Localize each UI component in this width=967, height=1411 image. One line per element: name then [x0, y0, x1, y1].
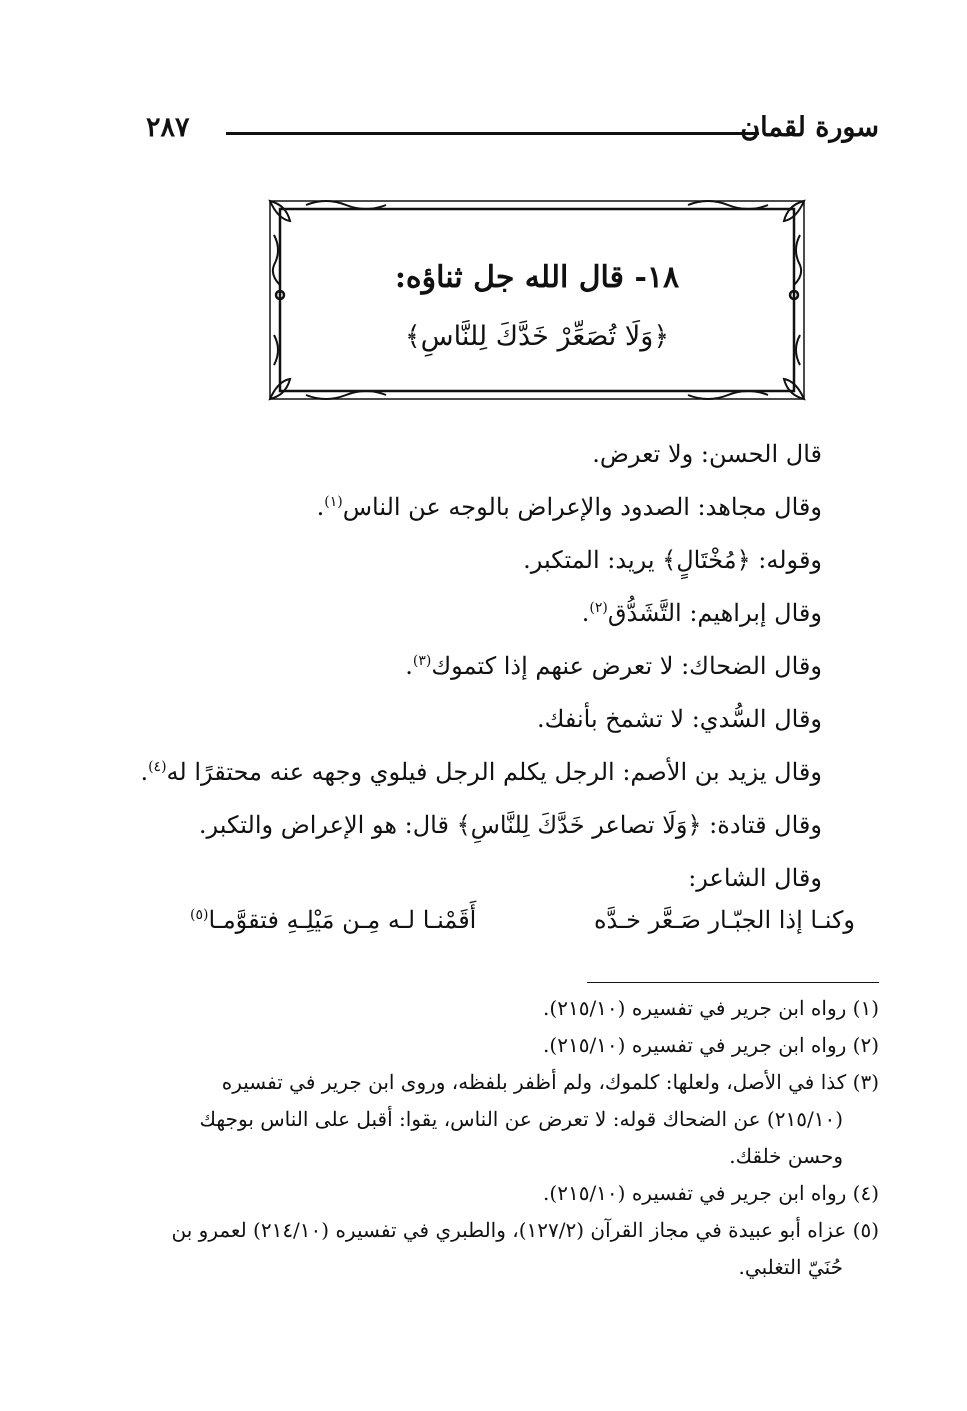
- quran-verse: ﴿وَلَا تُصَعِّرْ خَدَّكَ لِلنَّاسِ﴾: [404, 321, 670, 352]
- section-heading: ١٨- قال الله جل ثناؤه:: [394, 260, 680, 295]
- body-line: وقال قتادة: ﴿وَلَا تصاعر خَدَّكَ لِلنَّاسِ﴾ قال: هو الإعراض والتكبر.: [198, 811, 822, 839]
- body-line: وقال يزيد بن الأصم: الرجل يكلم الرجل فيلوي وجهه عنه محتقرًا له$^{(٤)}$.: [140, 758, 822, 786]
- body-line: وقال مجاهد: الصدود والإعراض بالوجه عن الناس$^{(١)}$.: [316, 493, 822, 521]
- body-line: قال الحسن: ولا تعرض.: [592, 440, 822, 468]
- body-line: وقال السُّدي: لا تشمخ بأنفك.: [537, 705, 822, 733]
- footnote-ref: (٤): [148, 759, 167, 775]
- footnote-ref: (٣): [412, 653, 432, 669]
- page-number: ٢٨٧: [146, 112, 190, 143]
- surah-title: سورة لقمان: [740, 112, 879, 143]
- footnotes: [168, 990, 879, 1286]
- footnote-separator: [587, 982, 879, 983]
- footnote: (٢) رواه ابن جرير في تفسيره (٢١٥/١٠).: [543, 1033, 879, 1057]
- body-line: وقال الشاعر:: [688, 864, 822, 892]
- footnote-ref: (١): [324, 494, 343, 510]
- body-line: وقال إبراهيم: التَّشَدُّق$^{(٢)}$.: [581, 599, 822, 627]
- poem-hemistich-1: وكنـا إذا الجبّـار صَـعَّر خـدَّه: [593, 906, 855, 934]
- footnote-continuation: وحسن خلقك.: [729, 1144, 843, 1168]
- footnote: (١) رواه ابن جرير في تفسيره (٢١٥/١٠).: [543, 996, 879, 1020]
- footnote-ref: (٥): [190, 907, 209, 923]
- frame-ornament-icon: [266, 195, 808, 405]
- footnote-continuation: (٢١٥/١٠) عن الضحاك قوله: لا تعرض عن الناس، يقوا: أقبل على الناس بوجهك: [199, 1107, 843, 1131]
- footnote-continuation: حُنَيّ التغلبي.: [738, 1255, 843, 1279]
- footnote: (٥) عزاه أبو عبيدة في مجاز القرآن (١٢٧/٢)، والطبري في تفسيره (٢١٤/١٠) لعمرو بن حُنَيّ التغلبي.: [168, 1212, 879, 1286]
- body-text: [140, 428, 822, 905]
- running-header: [146, 110, 879, 150]
- poem-verse: [190, 895, 855, 945]
- body-line: وقوله: ﴿مُخْتَالٍ﴾ يريد: المتكبر.: [523, 546, 822, 574]
- footnote: (٤) رواه ابن جرير في تفسيره (٢١٥/١٠).: [543, 1181, 879, 1205]
- footnote: (٣) كذا في الأصل، ولعلها: كلموك، ولم أظفر بلفظه، وروى ابن جرير في تفسيره (٢١٥/١٠) عن الضحاك قوله: لا تعرض عن الناس، يقوا: أقبل على الناس بوجهك وحسن خلقك.: [168, 1064, 879, 1175]
- body-line: وقال الضحاك: لا تعرض عنهم إذا كتموك$^{(٣)}$.: [405, 652, 822, 680]
- poem-hemistich-2: أَقَمْنـا لـه مِـن مَيْلِـهِ فتقوَّمـا$^{(٥)}$: [190, 906, 477, 934]
- footnote-ref: (٢): [589, 600, 608, 616]
- header-rule: [226, 132, 759, 135]
- ornamental-frame: [266, 195, 808, 405]
